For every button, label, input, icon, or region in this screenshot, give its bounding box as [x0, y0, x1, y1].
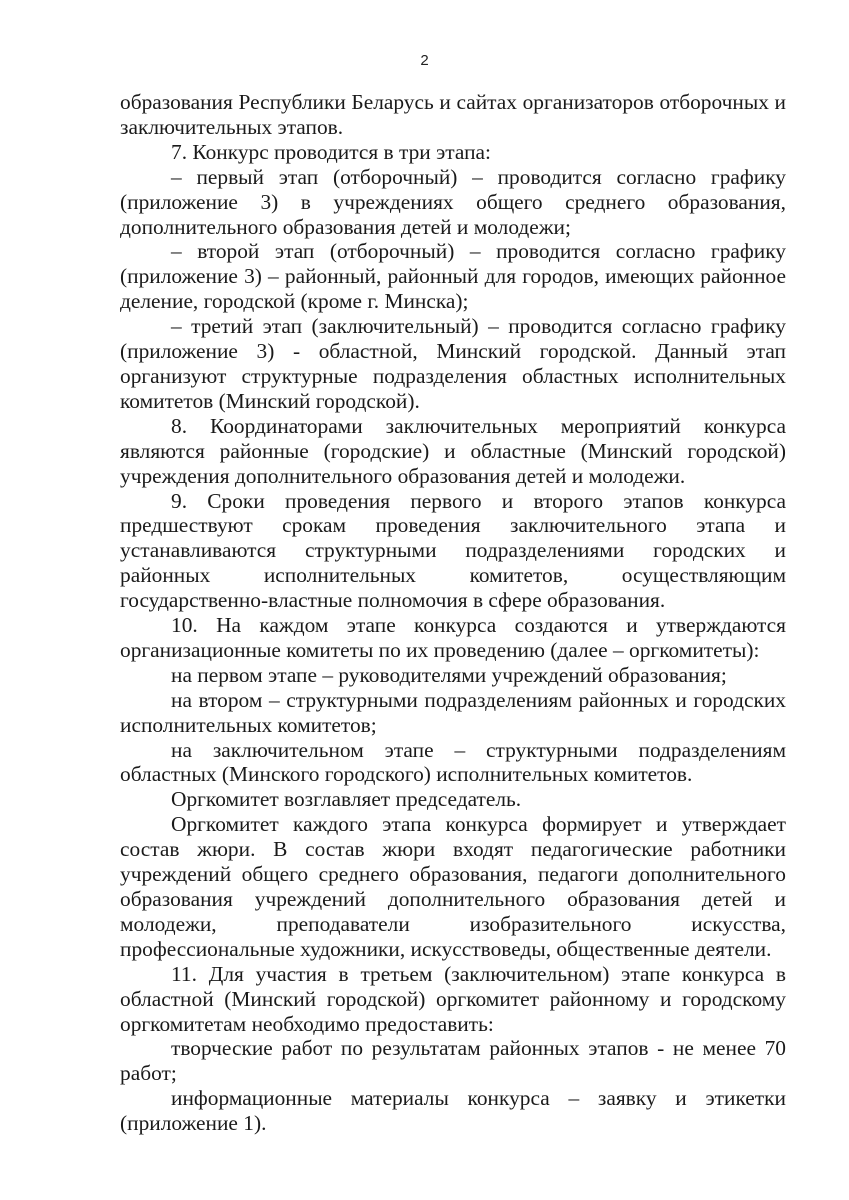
list-item: – первый этап (отборочный) – проводится согласно графику (приложение 3) в учреждениях общего среднего образования, дополнительного образования детей и молодежи; — [120, 164, 786, 239]
paragraph: на заключительном этапе – структурными подразделениям областных (Минского городского) исполнительных комитетов. — [120, 737, 786, 787]
paragraph: образования Республики Беларусь и сайтах организаторов отборочных и заключительных этапов. — [120, 90, 786, 139]
paragraph: 7. Конкурс проводится в три этапа: — [171, 139, 491, 164]
paragraph: 10. На каждом этапе конкурса создаются и утверждаются организационные комитеты по их проведению (далее – оргкомитеты): — [120, 613, 786, 662]
paragraph: Оргкомитет каждого этапа конкурса формирует и утверждает состав жюри. В состав жюри входят педагогические работники учреждений общего среднего образования, педагоги дополнительного образования учреждений дополнительного образования детей и молодежи, преподаватели изобразительного искусства, профессиональные художники, искусствоведы, общественные деятели. — [120, 812, 786, 961]
list-item: – второй этап (отборочный) – проводится согласно графику (приложение 3) – районный, районный для городов, имеющих районное деление, городской (кроме г. Минска); — [120, 239, 786, 314]
page-number: 2 — [420, 52, 429, 69]
paragraph: Оргкомитет возглавляет председатель. — [171, 787, 522, 812]
paragraph: 9. Сроки проведения первого и второго этапов конкурса предшествуют срокам проведения заключительного этапа и устанавливаются структурными подразделениями городских и районных исполнительных комитетов, осуществляющим государственно-властные полномочия в сфере образования. — [120, 488, 786, 613]
paragraph: на первом этапе – руководителями учреждений образования; — [171, 662, 727, 687]
document-body — [120, 90, 786, 1136]
paragraph: информационные материалы конкурса – заявку и этикетки (приложение 1). — [120, 1086, 786, 1136]
paragraph: творческие работ по результатам районных этапов - не менее 70 работ; — [120, 1036, 786, 1086]
paragraph: 8. Координаторами заключительных мероприятий конкурса являются районные (городские) и областные (Минский городской) учреждения дополнительного образования детей и молодежи. — [120, 413, 786, 488]
paragraph: на втором – структурными подразделениям районных и городских исполнительных комитетов; — [120, 687, 786, 737]
list-item: – третий этап (заключительный) – проводится согласно графику (приложение 3) - областной, Минский городской. Данный этап организуют структурные подразделения областных исполнительных комитетов (Минский городской). — [120, 314, 786, 413]
paragraph: 11. Для участия в третьем (заключительном) этапе конкурса в областной (Минский городской) оргкомитет районному и городскому оргкомитетам необходимо предоставить: — [120, 961, 786, 1036]
